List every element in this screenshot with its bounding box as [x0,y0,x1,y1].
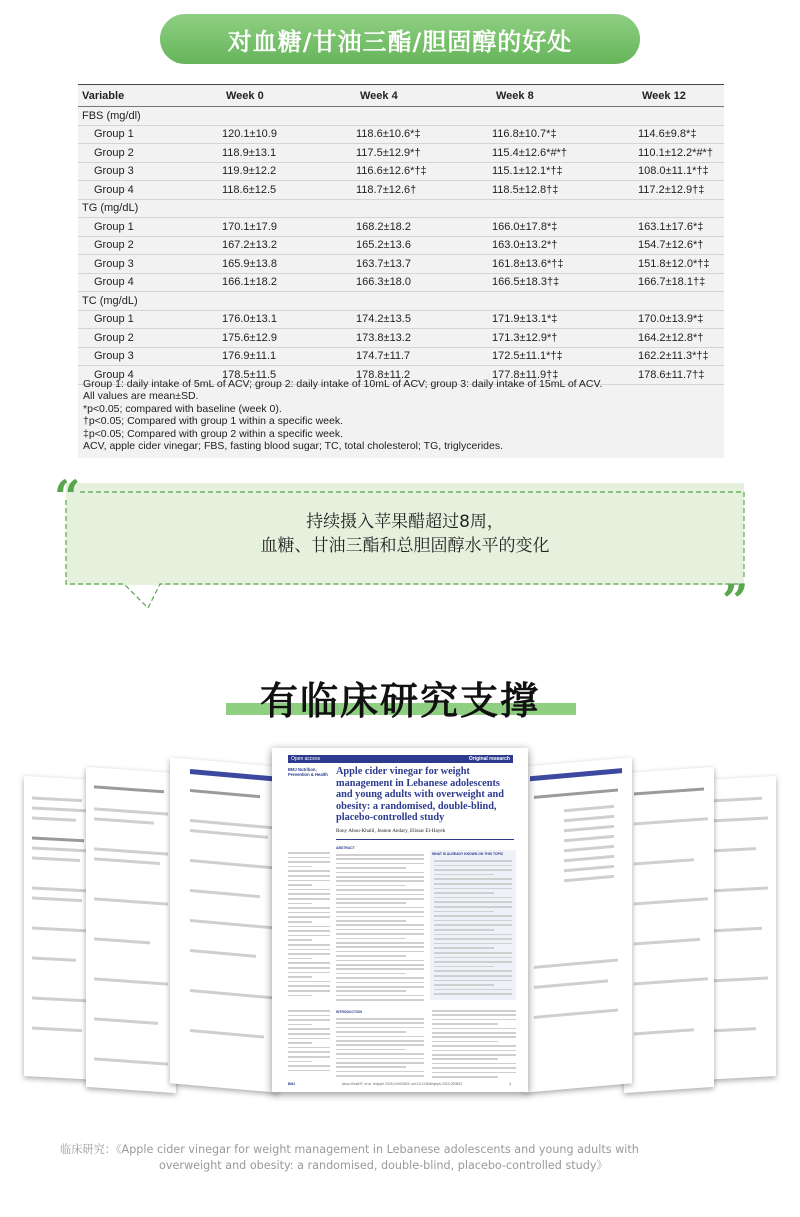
paper-text-line [336,876,424,878]
paper-text-line [288,1042,312,1044]
table-section-row [78,107,724,126]
footnote: †p<0.05; Compared with group 1 within a specific week. [83,415,344,428]
table-cell: 110.1±12.2*#*† [638,144,724,163]
paper-text-line [432,1063,516,1065]
paper-page-left-2 [86,767,176,1093]
table-row [78,162,724,181]
paper-text-line [434,920,512,922]
paper-text-line [434,892,494,894]
paper-text-line [288,1070,330,1072]
paper-text-line [288,1038,330,1040]
row-label: Group 3 [78,347,222,366]
paper-text-line [432,1072,516,1074]
paper-text-line [288,880,330,882]
paper-text-line [288,870,330,872]
paper-text-line [434,869,512,871]
paper-text-line [288,1028,330,1030]
paper-text-line [434,993,512,995]
table-cell: 171.3±12.9*† [492,329,638,348]
paper-text-line [336,960,424,962]
paper-text-line [434,906,512,908]
table-row [78,125,724,144]
paper-text-line [432,1036,516,1038]
section-label: TC (mg/dL) [78,292,724,311]
paper-text-line [288,981,330,983]
paper-text-line [336,911,424,913]
table-cell: 174.2±13.5 [356,310,492,329]
paper-text-line [288,1061,312,1063]
paper-footer-brand: BMJ [288,1082,296,1086]
paper-text-line [336,990,406,992]
paper-text-line [432,1050,516,1052]
paper-text-line [432,1054,516,1056]
table-cell: 178.8±11.2 [356,366,492,385]
paper-top-bar [288,755,513,763]
table-row [78,236,724,255]
paper-text-line [288,857,330,859]
table-section-row [78,199,724,218]
table-footnotes [83,378,713,452]
paper-text-line [336,1049,406,1051]
table-row [78,273,724,292]
paper-text-line [288,972,330,974]
paper-abstract-heading: ABSTRACT [336,846,355,850]
table-cell: 167.2±13.2 [222,236,356,255]
table-cell: 117.2±12.9†‡ [638,181,724,200]
paper-text-line [434,878,512,880]
paper-text-line [336,920,406,922]
paper-text-line [336,885,406,887]
paper-text-line [336,986,424,988]
quote-line-1: 持续摄入苹果醋超过8周， [306,512,504,532]
paper-text-line [288,921,312,923]
table-cell: 118.9±13.1 [222,144,356,163]
table-cell: 164.2±12.8*† [638,329,724,348]
paper-text-line [288,944,330,946]
paper-text-line [336,898,424,900]
paper-text-line [434,888,512,890]
paper-text-line [288,939,312,941]
paper-text-line [336,1075,424,1077]
paper-text-line [336,1031,406,1033]
row-label: Group 2 [78,329,222,348]
paper-text-line [432,1041,498,1043]
benefits-banner [160,14,640,64]
table-cell: 154.7±12.6*† [638,236,724,255]
citation [60,1142,740,1174]
paper-text-line [432,1076,498,1078]
paper-access-label: Open access [291,756,321,762]
section-label: FBS (mg/dl) [78,107,724,126]
results-table [78,84,724,385]
table-cell: 166.3±18.0 [356,273,492,292]
paper-text-line [434,911,494,913]
table-cell: 114.6±9.8*‡ [638,125,724,144]
header-week-4: Week 4 [356,85,492,107]
paper-text-line [288,916,330,918]
paper-text-line [288,884,312,886]
table-cell: 176.0±13.1 [222,310,356,329]
paper-text-line [288,926,330,928]
citation-title-part-1: 《Apple cider vinegar for weight management in Lebanese adolescents and young adults with [115,1143,639,1156]
paper-text-line [288,962,330,964]
table-cell: 115.4±12.6*#*† [492,144,638,163]
table-cell: 115.1±12.1*†‡ [492,162,638,181]
paper-text-line [288,953,330,955]
row-label: Group 4 [78,273,222,292]
paper-text-line [288,893,330,895]
table-section-row [78,292,724,311]
table-cell: 166.5±18.3†‡ [492,273,638,292]
table-row [78,181,724,200]
quote-line-2: 血糖、甘油三酯和总胆固醇水平的变化 [260,536,550,556]
table-cell: 174.7±11.7 [356,347,492,366]
paper-text-line [336,964,424,966]
table-row [78,255,724,274]
paper-text-line [336,951,424,953]
table-cell: 163.1±17.6*‡ [638,218,724,237]
paper-text-line [432,1014,516,1016]
paper-text-line [336,867,406,869]
paper-text-line [434,874,494,876]
table-cell: 178.5±11.5 [222,366,356,385]
paper-journal-name: BMJ Nutrition, Prevention & Health [288,767,328,777]
paper-text-line [288,995,312,997]
paper-text-line [336,942,424,944]
table-cell: 151.8±12.0*†‡ [638,255,724,274]
header-variable: Variable [78,85,222,107]
paper-page-right-2 [624,767,714,1093]
paper-text-line [336,880,424,882]
table-cell: 119.9±12.2 [222,162,356,181]
close-quote-icon: ” [722,574,749,628]
table-cell: 173.8±13.2 [356,329,492,348]
row-label: Group 3 [78,255,222,274]
table-cell: 116.6±12.6*†‡ [356,162,492,181]
results-table-card [78,84,724,458]
paper-page-number: 1 [509,1082,511,1086]
paper-text-line [434,961,512,963]
paper-text-line [288,1065,330,1067]
paper-text-line [434,934,512,936]
paper-text-line [288,852,330,854]
table-cell: 161.8±13.6*†‡ [492,255,638,274]
row-label: Group 1 [78,218,222,237]
paper-text-line [336,1053,424,1055]
footnote: Group 1: daily intake of 5mL of ACV; group 2: daily intake of 10mL of ACV; group 3: daily intake of 15mL of ACV. [83,378,603,390]
paper-text-line [336,995,424,997]
paper-title: Apple cider vinegar for weight management in Lebanese adolescents and young adults with overweight and obesity: a randomised, double-blind, placebo-controlled study [336,766,504,824]
paper-text-line [288,1024,312,1026]
paper-text-line [434,938,512,940]
header-week-8: Week 8 [492,85,638,107]
paper-text-line [288,912,330,914]
paper-text-line [336,982,424,984]
paper-text-line [288,1015,330,1017]
paper-text-line [336,854,424,856]
table-cell: 118.5±12.8†‡ [492,181,638,200]
paper-text-line [434,915,512,917]
paper-text-line [434,989,512,991]
table-cell: 172.5±11.1*†‡ [492,347,638,366]
paper-text-line [288,967,330,969]
table-cell: 163.7±13.7 [356,255,492,274]
paper-text-line [432,1023,498,1025]
paper-text-line [336,916,424,918]
paper-text-line [434,947,494,949]
table-cell: 176.9±11.1 [222,347,356,366]
paper-text-line [432,1058,498,1060]
paper-text-line [336,929,424,931]
table-cell: 118.6±12.5 [222,181,356,200]
paper-text-line [434,929,494,931]
paper-page-right-1 [524,757,632,1092]
paper-text-line [288,990,330,992]
table-cell: 120.1±10.9 [222,125,356,144]
table-row [78,310,724,329]
paper-text-line [336,1062,424,1064]
paper-page-left-1 [170,757,278,1092]
paper-text-line [336,1044,424,1046]
paper-text-line [336,889,424,891]
row-label: Group 4 [78,366,222,385]
paper-text-line [288,1056,330,1058]
table-cell: 171.9±13.1*‡ [492,310,638,329]
paper-footer [288,1082,513,1087]
paper-text-line [288,861,330,863]
footnote: ‡p<0.05; Compared with group 2 within a specific week. [83,427,344,440]
paper-text-line [434,883,512,885]
paper-text-line [288,930,330,932]
table-cell: 165.2±13.6 [356,236,492,255]
table-cell: 108.0±11.1*†‡ [638,162,724,181]
citation-line-2: overweight and obesity: a randomised, double-blind, placebo-controlled study》 [159,1159,608,1172]
citation-label: 临床研究： [60,1143,116,1156]
table-cell: 166.7±18.1†‡ [638,273,724,292]
table-cell: 116.8±10.7*‡ [492,125,638,144]
paper-text-line [434,975,512,977]
paper-type-label: Original research [468,756,510,762]
paper-text-line [434,897,512,899]
paper-text-line [336,894,424,896]
paper-text-line [288,1019,330,1021]
table-cell: 166.1±18.2 [222,273,356,292]
table-cell: 162.2±11.3*†‡ [638,347,724,366]
footnote: *p<0.05; compared with baseline (week 0). [83,402,282,415]
quote-text [66,510,744,558]
paper-text-line [432,1067,516,1069]
row-label: Group 1 [78,125,222,144]
paper-text-line [288,935,330,937]
paper-text-line [336,938,406,940]
paper-text-line [432,1045,516,1047]
table-body [78,107,724,385]
paper-text-line [336,933,424,935]
paper-text-line [434,980,512,982]
paper-text-line [434,865,512,867]
paper-text-line [432,1028,516,1030]
paper-text-line [336,946,424,948]
table-cell: 170.1±17.9 [222,218,356,237]
table-row [78,218,724,237]
header-week-0: Week 0 [222,85,356,107]
paper-text-line [434,984,494,986]
paper-text-line [336,1027,424,1029]
paper-text-line [336,924,424,926]
paper-text-line [336,1022,424,1024]
paper-text-line [432,1019,516,1021]
paper-text-line [336,1071,424,1073]
table-cell: 175.6±12.9 [222,329,356,348]
paper-footer-citation: Abou-Khalil R, et al. bmjnph 2024;0:e000823. doi:10.1136/bmjnph-2023-000823 [342,1082,463,1086]
paper-text-line [336,973,406,975]
table-cell: 165.9±13.8 [222,255,356,274]
open-quote-icon: “ [54,470,81,524]
paper-text-line [434,901,512,903]
paper-text-line [336,1040,424,1042]
paper-text-line [336,902,406,904]
header-week-12: Week 12 [638,85,724,107]
table-cell: 177.8±11.9†‡ [492,366,638,385]
paper-text-line [288,898,330,900]
paper-text-line [336,858,424,860]
paper-text-line [288,875,330,877]
paper-text-line [434,860,512,862]
citation-line-1 [60,1142,740,1158]
paper-text-line [434,970,512,972]
paper-text-line [336,977,424,979]
paper-text-line [288,958,312,960]
paper-text-line [336,1066,406,1068]
paper-divider [336,839,514,840]
paper-authors: Rony Abou-Khalil, Jeanne Andary, Elissar El-Hayek [336,828,446,834]
table-cell: 163.0±13.2*† [492,236,638,255]
section-label: TG (mg/dL) [78,199,724,218]
footnote: ACV, apple cider vinegar; FBS, fasting blood sugar; TC, total cholesterol; TG, triglycerides. [83,440,504,453]
table-cell: 118.7±12.6† [356,181,492,200]
evidence-heading: 有临床研究支撑 [259,679,540,723]
table-cell: 166.0±17.8*‡ [492,218,638,237]
paper-text-line [336,907,424,909]
row-label: Group 2 [78,144,222,163]
paper-text-line [336,872,424,874]
paper-text-line [288,1033,330,1035]
paper-text-line [432,1032,516,1034]
row-label: Group 1 [78,310,222,329]
paper-text-line [336,1018,424,1020]
paper-first-page [272,748,528,1092]
paper-text-line [434,966,494,968]
paper-text-line [288,976,312,978]
paper-text-line [336,1058,424,1060]
paper-text-line [288,1051,330,1053]
paper-text-line [434,957,512,959]
paper-text-line [336,968,424,970]
paper-text-line [288,949,330,951]
paper-text-line [434,952,512,954]
table-row [78,144,724,163]
paper-text-line [432,1010,516,1012]
paper-text-line [288,1010,330,1012]
paper-text-line [434,943,512,945]
paper-text-line [336,1036,424,1038]
table-header-row [78,85,724,107]
table-cell: 168.2±18.2 [356,218,492,237]
paper-box-heading: WHAT IS ALREADY KNOWN ON THIS TOPIC [432,852,504,856]
paper-text-line [288,985,330,987]
row-label: Group 2 [78,236,222,255]
table-row [78,329,724,348]
table-cell: 178.6±11.7†‡ [638,366,724,385]
paper-text-line [434,924,512,926]
paper-text-line [288,889,330,891]
row-label: Group 4 [78,181,222,200]
paper-text-line [288,907,330,909]
paper-text-line [288,1047,330,1049]
footnote: All values are mean±SD. [83,390,199,403]
row-label: Group 3 [78,162,222,181]
table-cell: 170.0±13.9*‡ [638,310,724,329]
paper-intro-heading: INTRODUCTION [336,1010,362,1014]
paper-text-line [336,863,424,865]
table-row [78,347,724,366]
table-cell: 118.6±10.6*‡ [356,125,492,144]
table-cell: 117.5±12.9*† [356,144,492,163]
paper-text-line [336,999,424,1001]
banner-title: 对血糖/甘油三酯/胆固醇的好处 [227,27,573,56]
paper-text-line [336,955,406,957]
paper-text-line [288,903,312,905]
paper-text-line [288,866,312,868]
